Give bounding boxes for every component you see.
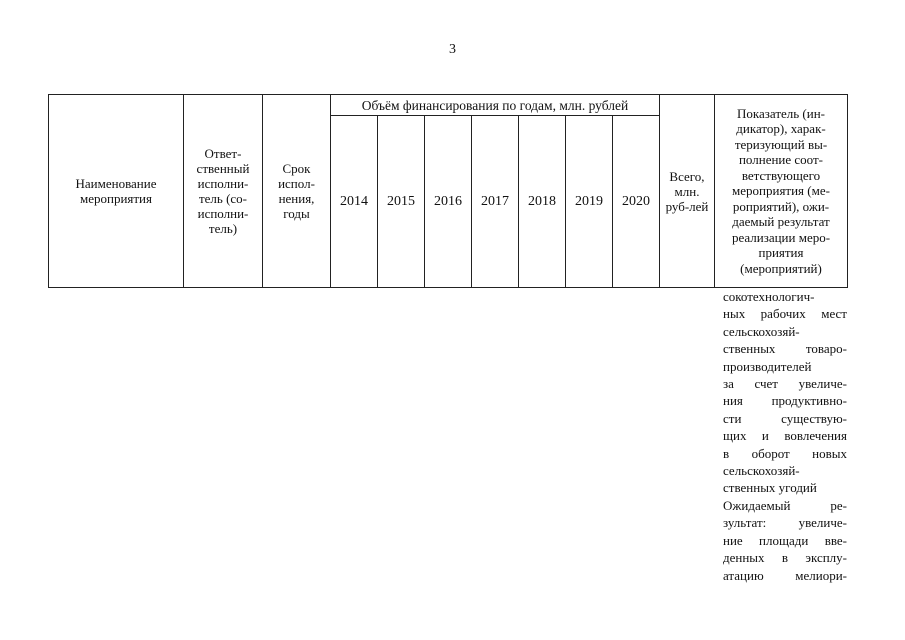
continuation-line: зультат: увеличе-: [723, 515, 847, 531]
continuation-line: ственных товаро-: [723, 341, 847, 357]
continuation-line: сти существую-: [723, 410, 847, 426]
continuation-line: ных рабочих мест: [723, 306, 847, 322]
continuation-line: за счет увеличе-: [723, 376, 847, 392]
financing-header: Объём финансирования по годам, млн. рублей: [361, 97, 629, 113]
continuation-line: ственных угодий: [723, 480, 817, 496]
continuation-line: денных в эксплу-: [723, 550, 847, 566]
name-header: Наименование мероприятия: [75, 176, 157, 206]
term-header-cell: [263, 95, 331, 288]
year-2015: 2015: [378, 116, 425, 288]
continuation-line: щих и вовлечения: [723, 428, 847, 444]
term-header: Срок испол-нения, годы: [278, 161, 315, 221]
financing-table: [48, 94, 848, 288]
year-2018: 2018: [519, 116, 566, 288]
continuation-line: производителей: [723, 358, 812, 374]
total-header-cell: [660, 95, 715, 288]
continuation-line: ния продуктивно-: [723, 393, 847, 409]
year-2017: 2017: [472, 116, 519, 288]
continuation-line: сельскохозяй-: [723, 323, 800, 339]
executor-header: Ответ-ственный исполни-тель (со-исполни-тель): [196, 146, 250, 236]
total-header: Всего, млн. руб-лей: [665, 168, 709, 214]
continuation-line: сельскохозяй-: [723, 463, 800, 479]
year-2020: 2020: [613, 116, 660, 288]
indicator-header-cell: [715, 95, 848, 288]
continuation-line: Ожидаемый ре-: [723, 497, 847, 513]
continuation-line: сокотехнологич-: [723, 289, 815, 304]
continuation-line: ние площади вве-: [723, 532, 847, 548]
name-header-cell: [49, 95, 184, 288]
continuation-line: атацию мелиори-: [723, 567, 847, 583]
executor-header-cell: [184, 95, 263, 288]
page-number: 3: [449, 42, 456, 57]
financing-header-cell: [331, 95, 660, 116]
continuation-line: в оборот новых: [723, 445, 847, 461]
indicator-continuation-text: [723, 288, 847, 584]
year-2014: 2014: [331, 116, 378, 288]
year-2019: 2019: [566, 116, 613, 288]
indicator-header: Показатель (ин-дикатор), харак-теризующий вы-полнение соот-ветствующего мероприятия (ме-роприятий), ожи-даемый результат реализации меро-приятия (мероприятий): [731, 105, 831, 276]
year-2016: 2016: [425, 116, 472, 288]
